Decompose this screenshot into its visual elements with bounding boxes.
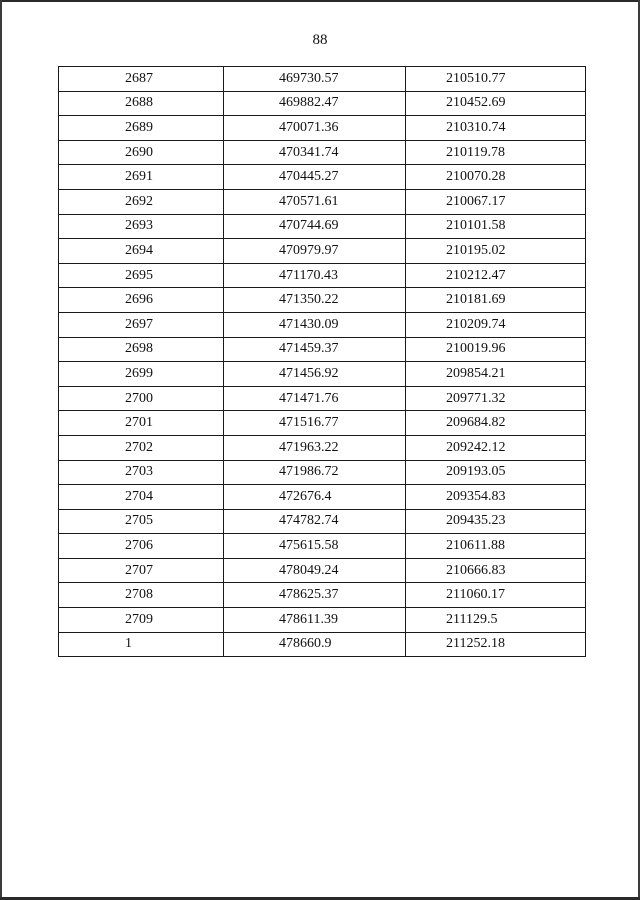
x-coordinate-cell: 478625.37 bbox=[224, 583, 406, 608]
table-row bbox=[59, 460, 586, 485]
table-row bbox=[59, 362, 586, 387]
x-coordinate-cell: 478611.39 bbox=[224, 608, 406, 633]
table-row bbox=[59, 263, 586, 288]
y-coordinate-cell: 211252.18 bbox=[406, 632, 586, 657]
table-row bbox=[59, 558, 586, 583]
table-row bbox=[59, 140, 586, 165]
table-row bbox=[59, 288, 586, 313]
x-coordinate-cell: 471350.22 bbox=[224, 288, 406, 313]
point-number-cell: 2709 bbox=[59, 608, 224, 633]
y-coordinate-cell: 210452.69 bbox=[406, 91, 586, 116]
x-coordinate-cell: 475615.58 bbox=[224, 534, 406, 559]
table-row bbox=[59, 116, 586, 141]
table-row bbox=[59, 386, 586, 411]
y-coordinate-cell: 211129.5 bbox=[406, 608, 586, 633]
x-coordinate-cell: 469882.47 bbox=[224, 91, 406, 116]
point-number-cell: 2707 bbox=[59, 558, 224, 583]
table-row bbox=[59, 67, 586, 92]
point-number-cell: 2687 bbox=[59, 67, 224, 92]
point-number-cell: 2688 bbox=[59, 91, 224, 116]
table-row bbox=[59, 214, 586, 239]
table-row bbox=[59, 485, 586, 510]
point-number-cell: 2689 bbox=[59, 116, 224, 141]
y-coordinate-cell: 209242.12 bbox=[406, 435, 586, 460]
y-coordinate-cell: 210209.74 bbox=[406, 312, 586, 337]
point-number-cell: 2703 bbox=[59, 460, 224, 485]
table-row bbox=[59, 534, 586, 559]
point-number-cell: 2698 bbox=[59, 337, 224, 362]
table-row bbox=[59, 608, 586, 633]
y-coordinate-cell: 209193.05 bbox=[406, 460, 586, 485]
table-row bbox=[59, 411, 586, 436]
x-coordinate-cell: 470979.97 bbox=[224, 239, 406, 264]
table-row bbox=[59, 632, 586, 657]
y-coordinate-cell: 211060.17 bbox=[406, 583, 586, 608]
table-row bbox=[59, 583, 586, 608]
point-number-cell: 2691 bbox=[59, 165, 224, 190]
x-coordinate-cell: 471456.92 bbox=[224, 362, 406, 387]
y-coordinate-cell: 210101.58 bbox=[406, 214, 586, 239]
y-coordinate-cell: 210070.28 bbox=[406, 165, 586, 190]
y-coordinate-cell: 209684.82 bbox=[406, 411, 586, 436]
table-row bbox=[59, 312, 586, 337]
x-coordinate-cell: 471170.43 bbox=[224, 263, 406, 288]
y-coordinate-cell: 210119.78 bbox=[406, 140, 586, 165]
table-row bbox=[59, 91, 586, 116]
point-number-cell: 2696 bbox=[59, 288, 224, 313]
x-coordinate-cell: 471430.09 bbox=[224, 312, 406, 337]
scan-edge-left bbox=[0, 0, 2, 900]
x-coordinate-cell: 474782.74 bbox=[224, 509, 406, 534]
table-row bbox=[59, 509, 586, 534]
y-coordinate-cell: 209854.21 bbox=[406, 362, 586, 387]
x-coordinate-cell: 471963.22 bbox=[224, 435, 406, 460]
y-coordinate-cell: 210195.02 bbox=[406, 239, 586, 264]
point-number-cell: 1 bbox=[59, 632, 224, 657]
y-coordinate-cell: 210310.74 bbox=[406, 116, 586, 141]
point-number-cell: 2704 bbox=[59, 485, 224, 510]
point-number-cell: 2694 bbox=[59, 239, 224, 264]
coordinates-table bbox=[58, 66, 586, 657]
x-coordinate-cell: 470744.69 bbox=[224, 214, 406, 239]
x-coordinate-cell: 471459.37 bbox=[224, 337, 406, 362]
point-number-cell: 2708 bbox=[59, 583, 224, 608]
y-coordinate-cell: 210019.96 bbox=[406, 337, 586, 362]
y-coordinate-cell: 209354.83 bbox=[406, 485, 586, 510]
point-number-cell: 2701 bbox=[59, 411, 224, 436]
y-coordinate-cell: 210212.47 bbox=[406, 263, 586, 288]
table-row bbox=[59, 189, 586, 214]
point-number-cell: 2695 bbox=[59, 263, 224, 288]
point-number-cell: 2692 bbox=[59, 189, 224, 214]
page-number: 88 bbox=[312, 32, 328, 48]
table-row bbox=[59, 239, 586, 264]
point-number-cell: 2702 bbox=[59, 435, 224, 460]
point-number-cell: 2697 bbox=[59, 312, 224, 337]
y-coordinate-cell: 210067.17 bbox=[406, 189, 586, 214]
x-coordinate-cell: 470071.36 bbox=[224, 116, 406, 141]
point-number-cell: 2690 bbox=[59, 140, 224, 165]
x-coordinate-cell: 478660.9 bbox=[224, 632, 406, 657]
y-coordinate-cell: 210510.77 bbox=[406, 67, 586, 92]
point-number-cell: 2706 bbox=[59, 534, 224, 559]
table-row bbox=[59, 165, 586, 190]
y-coordinate-cell: 210611.88 bbox=[406, 534, 586, 559]
table-row bbox=[59, 337, 586, 362]
coordinates-table-body bbox=[59, 67, 586, 657]
x-coordinate-cell: 470341.74 bbox=[224, 140, 406, 165]
y-coordinate-cell: 210666.83 bbox=[406, 558, 586, 583]
y-coordinate-cell: 209435.23 bbox=[406, 509, 586, 534]
x-coordinate-cell: 472676.4 bbox=[224, 485, 406, 510]
table-row bbox=[59, 435, 586, 460]
scan-edge-top bbox=[0, 0, 640, 2]
point-number-cell: 2693 bbox=[59, 214, 224, 239]
point-number-cell: 2699 bbox=[59, 362, 224, 387]
x-coordinate-cell: 471471.76 bbox=[224, 386, 406, 411]
y-coordinate-cell: 209771.32 bbox=[406, 386, 586, 411]
x-coordinate-cell: 470445.27 bbox=[224, 165, 406, 190]
point-number-cell: 2705 bbox=[59, 509, 224, 534]
x-coordinate-cell: 469730.57 bbox=[224, 67, 406, 92]
point-number-cell: 2700 bbox=[59, 386, 224, 411]
x-coordinate-cell: 478049.24 bbox=[224, 558, 406, 583]
y-coordinate-cell: 210181.69 bbox=[406, 288, 586, 313]
x-coordinate-cell: 470571.61 bbox=[224, 189, 406, 214]
x-coordinate-cell: 471516.77 bbox=[224, 411, 406, 436]
x-coordinate-cell: 471986.72 bbox=[224, 460, 406, 485]
